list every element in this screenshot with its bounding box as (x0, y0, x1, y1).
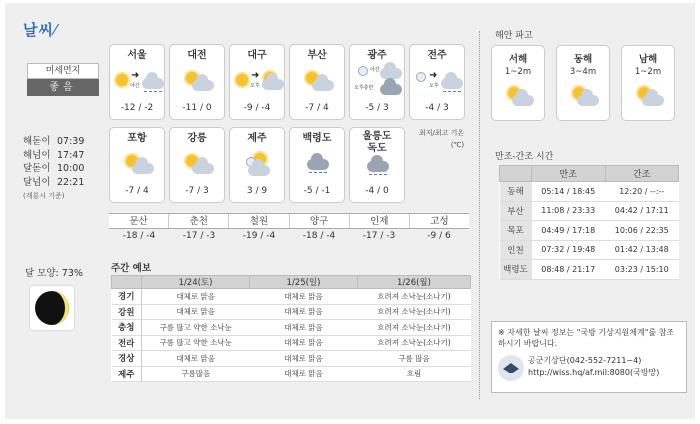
sun-cloud-icon (622, 83, 674, 113)
cloud-rain-icon (290, 147, 344, 179)
sun-time-row: 달넘이 22:21 (23, 176, 85, 188)
contact-phone: 공군기상단(042-552-7211~4) (528, 356, 642, 365)
sun-cloud-icon (557, 83, 609, 113)
sun-time-row: 해넘이 17:47 (23, 149, 85, 161)
cloud-rain-icon (350, 155, 404, 177)
city-card-busan: 부산 -7 / 4 (289, 44, 345, 120)
tide-table (499, 165, 679, 280)
city-card-gwangju: 광주 야간 오후충반 -5 / 3 (349, 44, 405, 120)
sun-to-cloud-icon: ➜ 야간 (110, 64, 164, 96)
wave-card-south: 남해 1~2m (621, 45, 675, 121)
table-row: 충청 구름 많고 약한 소낙눈 대체로 맑음 흐려져 소낙눈(소나기) (112, 320, 471, 336)
sun-cloud-icon (290, 64, 344, 96)
contact-info (498, 355, 680, 381)
table-row: 인천 07:32 / 19:48 01:42 / 13:48 (500, 240, 679, 260)
page-title: 날씨⁄ (23, 21, 58, 39)
sun-cloud-icon (170, 147, 224, 179)
weekly-forecast-table (111, 275, 471, 382)
sun-cloud-icon (492, 83, 544, 113)
moon-phase-icon (33, 289, 71, 327)
city-card-jeonju: 전주 ➜ 오후 -4 / 3 (409, 44, 465, 120)
city-card-baengnyeongdo: 백령도 -5 / -1 (289, 127, 345, 203)
table-row: 목포 04:49 / 17:18 10:06 / 22:35 (500, 221, 679, 241)
city-card-daejeon: 대전 -11 / 0 (169, 44, 225, 120)
wave-height-label: 해안 파고 (495, 31, 533, 41)
sun-cloud-icon (170, 64, 224, 96)
info-notice (491, 321, 687, 393)
table-row: 강원 대체로 맑음 대체로 맑음 흐려져 소낙눈(소나기) (112, 304, 471, 320)
tide-time-label: 만조-간조 시간 (495, 152, 554, 162)
fine-dust-label: 미세먼지 (27, 63, 99, 79)
temperature-unit-note: 최저/최고 기온 (℃) (419, 129, 465, 149)
tide-header-row: 만조 간조 (500, 166, 679, 182)
weather-page (5, 3, 695, 419)
city-card-ulleungdo: 울릉도 독도 -4 / 0 (349, 127, 405, 203)
title-slash-mark: ⁄ (53, 21, 58, 39)
notice-text: ※ 자세한 날씨 정보는 "국방 기상지원체계"를 참조하시기 바랍니다. (498, 328, 675, 348)
table-row: 경기 대체로 맑음 대체로 맑음 흐려져 소낙눈(소나기) (112, 289, 471, 305)
moon-phase-label: 달 모양: 73% (25, 268, 83, 279)
sun-time-note: (계룡시 기준) (23, 192, 65, 200)
weekly-header-row: 1/24(토) 1/25(일) 1/26(월) (112, 276, 471, 289)
snow-mixed-icon: 야간 오후충반 (350, 64, 404, 96)
fine-dust-value: 좋음 (27, 79, 99, 96)
small-city-names: 문산 춘천 철원 양구 인제 고성 (109, 213, 469, 229)
contact-url-link[interactable]: http://wiss.hq/af.mil:8080(국방망) (528, 368, 660, 377)
sun-time-row: 달돋이 10:00 (23, 163, 85, 174)
sun-time-row: 해돋이 07:39 (23, 136, 85, 147)
section-divider (479, 31, 480, 399)
table-row: 동해 05:14 / 18:45 12:20 / --:-- (500, 182, 679, 202)
small-city-temps: -18 / -4 -17 / -3 -19 / -4 -18 / -4 -17 / -3 -9 / 6 (122, 231, 451, 241)
wave-card-west: 서해 1~2m (491, 45, 545, 121)
city-card-pohang: 포항 -7 / 4 (109, 127, 165, 203)
table-row: 부산 11:08 / 23:33 04:42 / 17:11 (500, 201, 679, 221)
weekly-forecast-label: 주간 예보 (111, 263, 152, 274)
air-force-weather-logo-icon (498, 355, 524, 381)
city-card-daegu: 대구 ➜ 오후 -9 / -4 (229, 44, 285, 120)
fine-dust-box (27, 63, 99, 96)
sun-moon-times (23, 135, 84, 204)
city-card-seoul: 서울 ➜ 야간 -12 / -2 (109, 44, 165, 120)
table-row: 제주 구름많음 대체로 맑음 흐림 (112, 366, 471, 382)
city-card-jeju: 제주 3 / 9 (229, 127, 285, 203)
table-row: 백령도 08:48 / 21:17 03:23 / 15:10 (500, 260, 679, 280)
table-row: 전라 구름 많고 약한 소낙눈 대체로 맑음 흐려져 소낙눈(소나기) (112, 335, 471, 351)
moon-phase-box (29, 285, 75, 331)
small-city-strip (109, 213, 469, 244)
city-card-gangneung: 강릉 -7 / 3 (169, 127, 225, 203)
snow-sun-icon (230, 147, 284, 179)
table-row: 경상 대체로 맑음 대체로 맑음 구름 많음 (112, 351, 471, 367)
wave-card-east: 동해 3~4m (556, 45, 610, 121)
snow-to-cloud-icon: ➜ 오후 (410, 64, 464, 96)
sun-to-cloud-icon: ➜ 오후 (230, 64, 284, 96)
sun-cloud-icon (110, 147, 164, 179)
